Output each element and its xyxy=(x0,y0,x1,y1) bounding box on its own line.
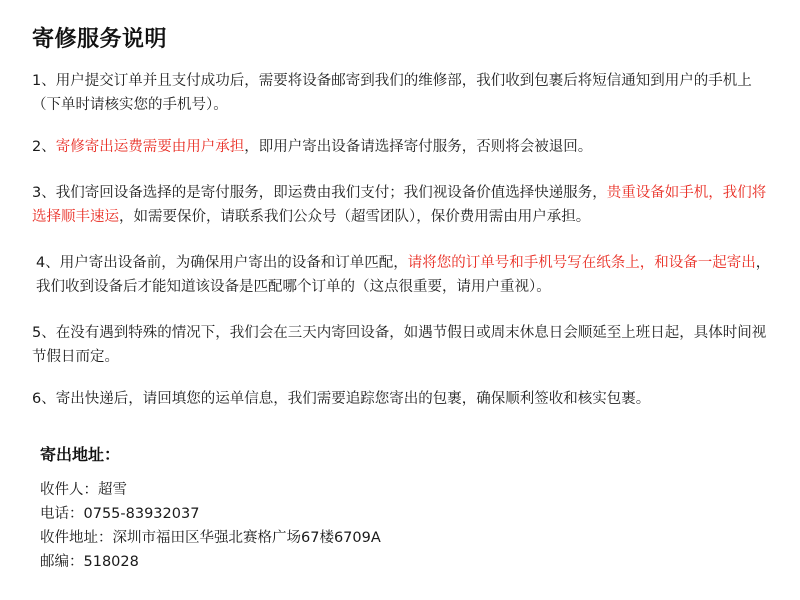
paragraph-3 xyxy=(32,181,776,229)
shipping-address-heading: 寄出地址： xyxy=(40,445,121,464)
recipient-postcode: 邮编：518028 xyxy=(40,554,139,570)
paragraph-2 xyxy=(32,135,776,159)
paragraph-3-suffix: ，如需要保价，请联系我们公众号（超雪团队），保价费用需由用户承担。 xyxy=(119,209,591,225)
paragraph-4-prefix: 4、用户寄出设备前，为确保用户寄出的设备和订单匹配， xyxy=(36,255,408,271)
paragraph-1 xyxy=(32,69,776,117)
recipient-phone: 电话：0755-83932037 xyxy=(40,506,200,522)
paragraph-2-highlight: 寄修寄出运费需要由用户承担 xyxy=(55,139,245,155)
recipient-address: 收件地址：深圳市福田区华强北赛格广场67楼6709A xyxy=(40,530,381,546)
paragraph-4-suffix: ，我们收到设备后才能知道该设备是匹配哪个订单的（这点很重要，请用户重视）。 xyxy=(36,255,771,295)
paragraph-3-highlight: 贵重设备如手机，我们将选择顺丰速运 xyxy=(32,185,767,225)
paragraph-1-text: 1、用户提交订单并且支付成功后，需要将设备邮寄到我们的维修部，我们收到包裹后将短信通知到用户的手机上（下单时请核实您的手机号）。 xyxy=(32,73,752,113)
paragraph-4 xyxy=(36,251,776,299)
paragraph-6 xyxy=(32,387,776,411)
paragraph-2-prefix: 2、 xyxy=(32,139,56,155)
paragraph-4-highlight: 请将您的订单号和手机号写在纸条上，和设备一起寄出 xyxy=(407,255,756,271)
paragraph-5-text: 5、在没有遇到特殊的情况下，我们会在三天内寄回设备，如遇节假日或周末休息日会顺延至上班日起，具体时间视节假日而定。 xyxy=(32,325,767,365)
page-title: 寄修服务说明 xyxy=(32,27,168,52)
paragraph-3-prefix: 3、我们寄回设备选择的是寄付服务，即运费由我们支付；我们视设备价值选择快递服务， xyxy=(32,185,607,201)
paragraph-2-suffix: ，即用户寄出设备请选择寄付服务，否则将会被退回。 xyxy=(244,139,593,155)
paragraph-6-text: 6、寄出快递后，请回填您的运单信息，我们需要追踪您寄出的包裹，确保顺利签收和核实包裹。 xyxy=(32,391,651,407)
paragraph-5 xyxy=(32,321,776,369)
recipient-name: 收件人：超雪 xyxy=(40,482,127,498)
